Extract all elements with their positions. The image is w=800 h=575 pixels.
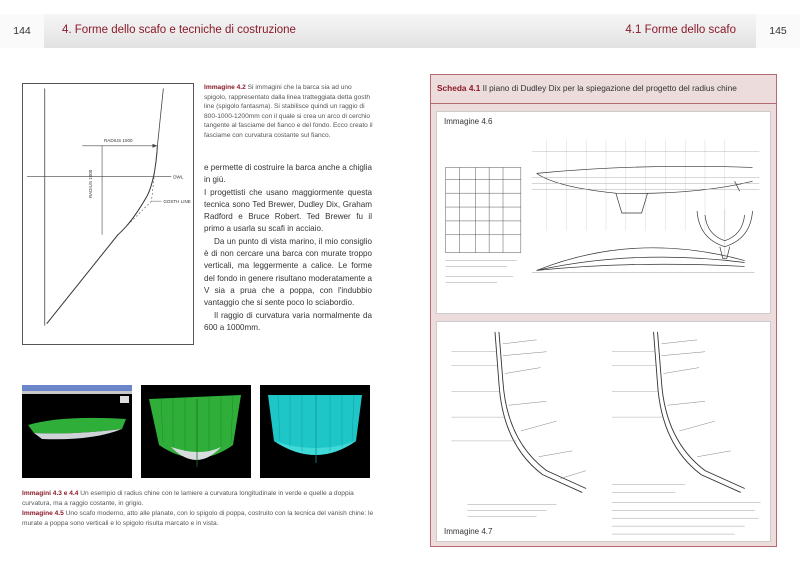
radius-arrow-icon xyxy=(152,144,157,148)
scheda-4-1-box xyxy=(430,74,777,547)
chapter-title: 4. Forme dello scafo e tecniche di costruzione xyxy=(62,24,296,36)
cad-render-drawing xyxy=(22,385,132,478)
section-title: 4.1 Forme dello scafo xyxy=(625,24,736,36)
offsets-table xyxy=(446,167,521,252)
body-paragraph: I progettisti che usano maggiormente questa tecnica sono Ted Brewer, Dudley Dix, Graham Radford e Bruce Robert. Ted Brewer fu il primo a usarla su scafi in acciaio. xyxy=(204,187,372,234)
cyan-hull-drawing xyxy=(260,385,370,478)
green-hull-drawing xyxy=(141,385,251,478)
section-right xyxy=(612,332,761,534)
caption-4-3-4-4-label: Immagini 4.3 e 4.4 xyxy=(22,490,79,497)
radius-chine-construction-sections xyxy=(437,322,770,541)
image-4-5-hull-render xyxy=(260,385,370,478)
image-4-6-label: Immagine 4.6 xyxy=(444,117,493,126)
body-paragraph: Il raggio di curvatura varia normalmente da 600 a 1000mm. xyxy=(204,310,372,332)
ghost-line-vertical xyxy=(151,146,157,201)
dwl-label: DWL xyxy=(173,174,184,180)
topside-line xyxy=(157,88,163,145)
caption-4-5-label: Immagine 4.5 xyxy=(22,510,64,517)
scheda-label: Scheda 4.1 xyxy=(437,83,481,93)
caption-4-3-4-4 xyxy=(22,489,382,508)
body-plan xyxy=(697,209,752,260)
cad-toolbar xyxy=(22,391,132,394)
radius-chine-drawing xyxy=(23,84,193,344)
caption-4-2-text: Si immagini che la barca sia ad uno spigolo, rappresentato dalla linea tratteggiata detta gosth line (spigolo fantasma). Si stabilisce quindi un raggio di 800-1000-1200mm con il quale si crea un arco di cerchio tangente al fasciame del fianco e del fondo. Ecco creato il fasciame con curvatura costante sul fianco. xyxy=(204,84,373,139)
scheda-title-text: Il piano di Dudley Dix per la spiegazione del progetto del radius chine xyxy=(482,83,737,93)
scheda-title xyxy=(437,83,737,93)
profile-view xyxy=(532,140,760,231)
radius-horizontal-label: RADIUS 1000 xyxy=(104,137,133,143)
ghost-line-diagonal xyxy=(118,201,152,235)
page-header xyxy=(0,14,800,48)
ghost-line-label: GOSTH LINE xyxy=(163,199,191,205)
bottom-captions xyxy=(22,489,382,529)
body-text xyxy=(204,162,372,334)
right-page-number: 145 xyxy=(756,14,800,48)
caption-4-2 xyxy=(204,83,374,141)
figure-4-2-diagram xyxy=(22,83,194,345)
caption-4-5-text: Uno scafo moderno, atto alle planate, con lo spigolo di poppa, costruito con la tecnica del vanish chine: le murate a poppa sono verticali e lo spigolo risulta marcato e in vista. xyxy=(22,510,374,527)
hull-body-green xyxy=(149,395,241,458)
image-4-6-panel xyxy=(436,111,771,314)
cad-view-cube-icon xyxy=(120,396,129,403)
left-page-number: 144 xyxy=(0,14,44,48)
caption-4-5 xyxy=(22,509,382,528)
caption-4-2-label: Immagine 4.2 xyxy=(204,84,246,91)
image-4-7-label: Immagine 4.7 xyxy=(444,527,493,536)
image-4-7-panel xyxy=(436,321,771,542)
image-4-4-hull-render xyxy=(141,385,251,478)
radius-vertical-label: RADIUS 1000 xyxy=(88,169,94,199)
caption-4-3-4-4-text: Un esempio di radius chine con le lamiere a curvatura longitudinale in verde e quelle a doppia curvatura, ma a raggio costante, in grigio. xyxy=(22,490,354,507)
section-left xyxy=(451,332,586,516)
cad-title-bar xyxy=(22,385,132,391)
image-4-3-cad-screenshot xyxy=(22,385,132,478)
body-paragraph: Da un punto di vista marino, il mio consiglio è di non cercare una barca con murate troppo verticali, ma leggermente a calice. Le forme del fondo in genere risultano moderatamente a V sia a prua che a poppa, con l'indubbio vantaggio che si sente poco lo sciabordio. xyxy=(204,236,372,308)
table-notes xyxy=(446,261,517,283)
dudley-dix-lines-plan xyxy=(437,112,770,313)
body-paragraph: e permette di costruire la barca anche a chiglia in giù. xyxy=(204,163,372,185)
scheda-divider xyxy=(431,103,776,104)
